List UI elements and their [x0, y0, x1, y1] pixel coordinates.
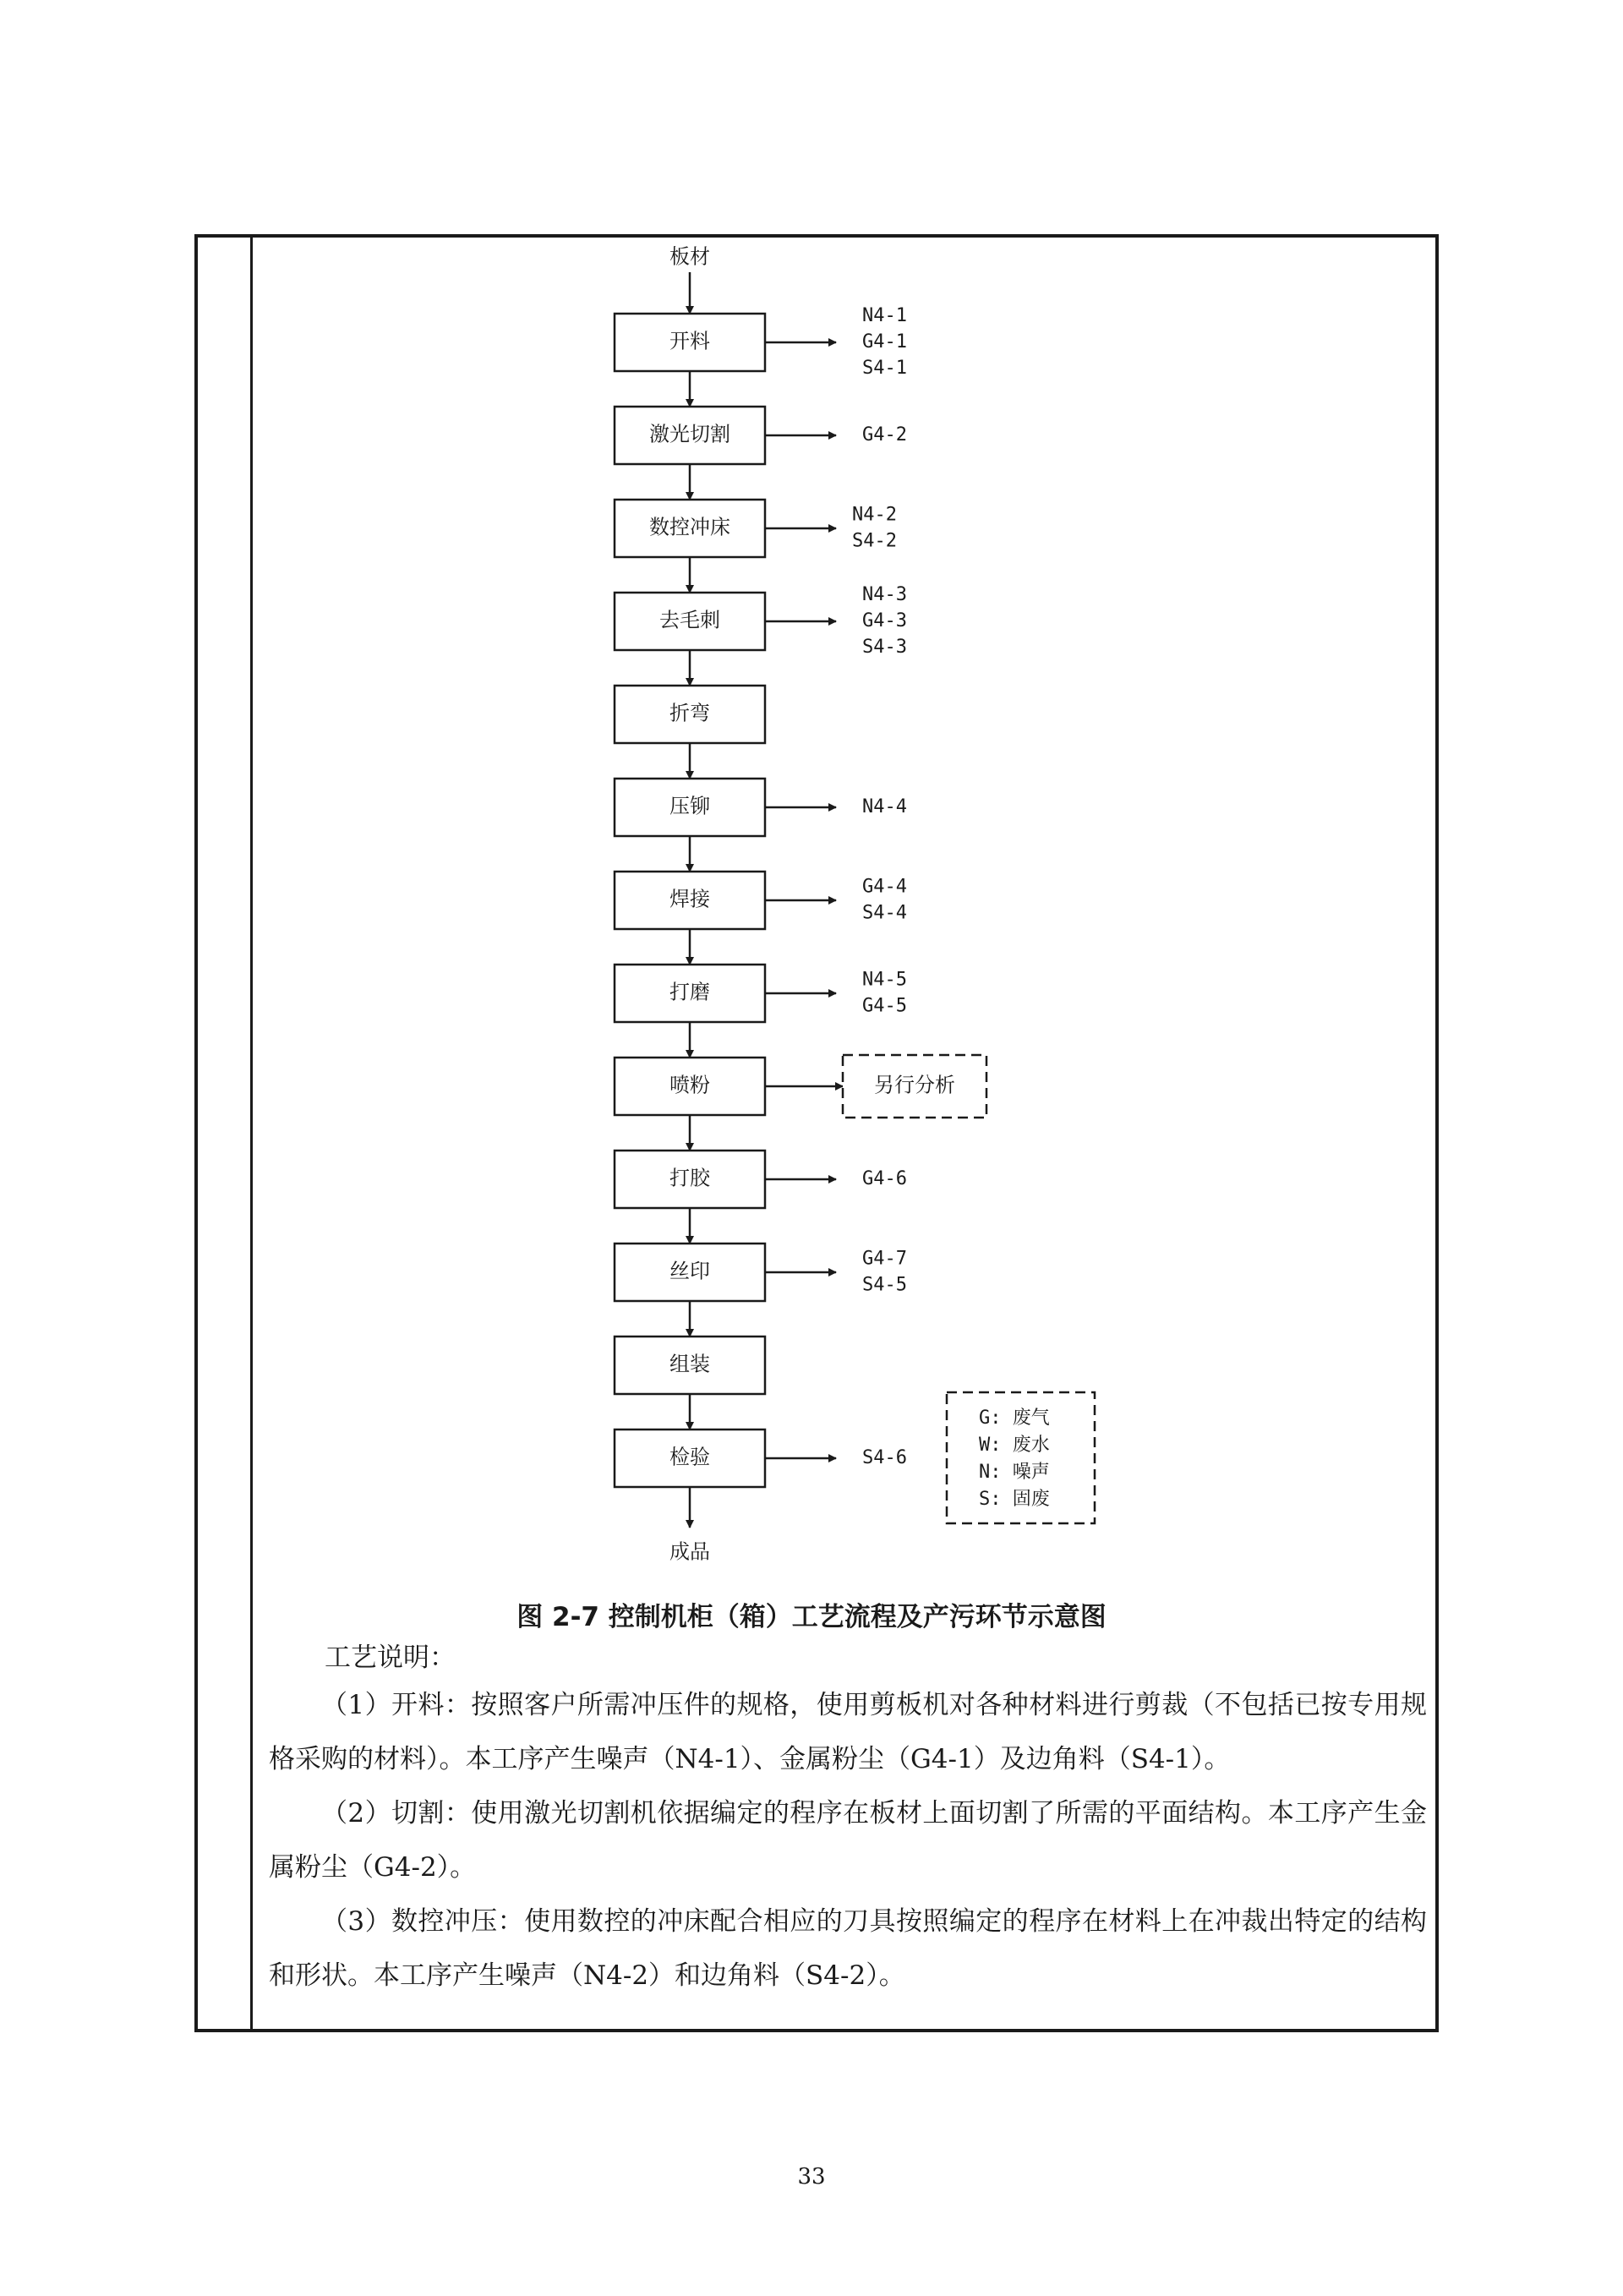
- emission-code: S4-3: [862, 637, 907, 658]
- process-label: 喷粉: [669, 1073, 710, 1097]
- emission-code: N4-2: [852, 504, 897, 526]
- input-label: 板材: [669, 244, 710, 269]
- paragraph-laser: （2）切割：使用激光切割机依据编定的程序在板材上面切割了所需的平面结构。本工序产生金属粉尘（G4-2）。: [269, 1798, 1427, 1883]
- emission-code: N4-3: [862, 584, 907, 605]
- legend-entry: W: 废水: [979, 1435, 1050, 1456]
- output-label: 成品: [669, 1539, 710, 1564]
- emission-code: N4-4: [862, 796, 907, 817]
- process-label: 去毛刺: [659, 608, 720, 632]
- emission-code: S4-6: [862, 1447, 907, 1468]
- legend-entry: N: 噪声: [979, 1462, 1050, 1483]
- figure-caption: 图 2-7 控制机柜（箱）工艺流程及产污环节示意图: [516, 1602, 1107, 1632]
- process-label: 开料: [669, 329, 710, 353]
- emission-code: G4-3: [862, 610, 907, 631]
- emission-code: G4-7: [862, 1248, 907, 1270]
- emission-code: G4-4: [862, 876, 907, 898]
- description-title: 工艺说明：: [325, 1643, 456, 1673]
- emission-code: N4-1: [862, 305, 907, 326]
- emission-code: G4-2: [862, 424, 907, 446]
- emission-code: S4-1: [862, 358, 907, 379]
- emission-code: S4-5: [862, 1274, 907, 1296]
- paragraph-cnc-punch: （3）数控冲压：使用数控的冲床配合相应的刀具按照编定的程序在材料上在冲裁出特定的结构和形状。本工序产生噪声（N4-2）和边角料（S4-2）。: [269, 1906, 1427, 1991]
- process-label: 数控冲床: [649, 515, 730, 539]
- paragraph-cutting: （1）开料：按照客户所需冲压件的规格，使用剪板机对各种材料进行剪裁（不包括已按专用规格采购的材料）。本工序产生噪声（N4-1）、金属粉尘（G4-1）及边角料（S4-1）。: [269, 1690, 1427, 1774]
- emission-code: G4-5: [862, 995, 907, 1017]
- page-number: 33: [797, 2164, 826, 2189]
- emission-code: G4-1: [862, 331, 907, 353]
- process-label: 检验: [669, 1445, 710, 1469]
- process-label: 焊接: [669, 887, 710, 911]
- legend-entry: G: 废气: [979, 1408, 1050, 1429]
- process-label: 丝印: [669, 1259, 710, 1283]
- emission-code: N4-5: [862, 969, 907, 991]
- separate-analysis-label: 另行分析: [874, 1073, 955, 1097]
- process-label: 压铆: [669, 794, 710, 818]
- legend-entry: S: 固废: [979, 1489, 1050, 1510]
- process-label: 打胶: [669, 1166, 710, 1190]
- process-label: 激光切割: [649, 422, 730, 446]
- emission-code: G4-6: [862, 1168, 907, 1189]
- process-label: 组装: [669, 1352, 710, 1376]
- emission-code: S4-2: [852, 530, 897, 552]
- process-label: 折弯: [669, 701, 710, 725]
- emission-code: S4-4: [862, 902, 907, 924]
- process-label: 打磨: [669, 980, 710, 1004]
